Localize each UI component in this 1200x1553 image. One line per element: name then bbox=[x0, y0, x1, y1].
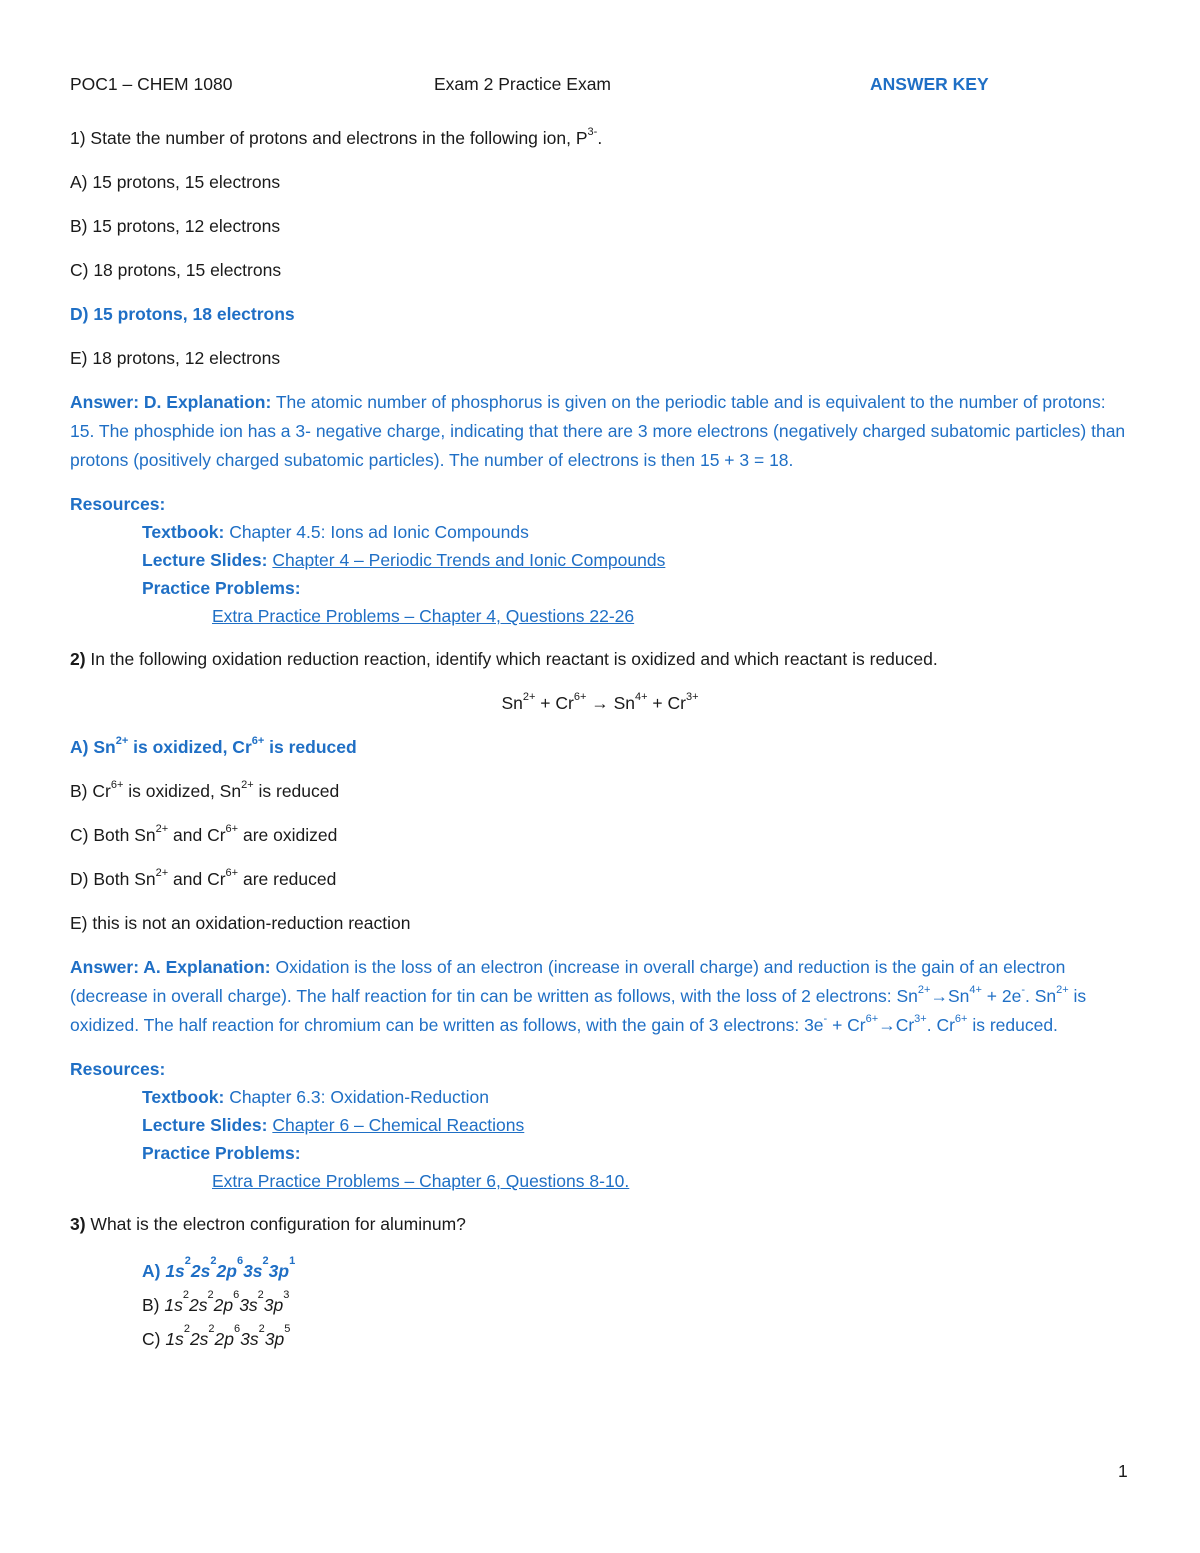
q1-option-e: E) 18 protons, 12 electrons bbox=[70, 348, 281, 368]
resources-heading: Resources: bbox=[70, 494, 166, 514]
textbook-ref: Textbook: Chapter 6.3: Oxidation-Reduction bbox=[142, 1087, 489, 1107]
course-title: POC1 – CHEM 1080 bbox=[70, 74, 233, 94]
q2-explanation: Answer: A. Explanation: Oxidation is the loss of an electron (increase in overall charge) and reduction is the gain of an electron (decrease in overall charge). The half reaction for tin can be written as follows, with the loss of 2 electrons: $Sn^{2+}\to Sn^{4+} + 2e^-$. $Sn^{2+}$ is oxidized. The half reaction for chromium can be written as follows, with the gain of 3 electrons: $3e^- + Cr^{6+}\to Cr^{3+}$. $Cr^{6+}$ is reduced. bbox=[70, 957, 1087, 1035]
q3-option-a-correct: A) $1s^22s^22p^63s^23p^1$ bbox=[142, 1255, 296, 1281]
lecture-slides-link[interactable]: Chapter 4 – Periodic Trends and Ionic Compounds bbox=[272, 550, 666, 570]
question-1-stem: 1) State the number of protons and electrons in the following ion, $P^{3-}$. bbox=[70, 126, 603, 148]
exam-content bbox=[70, 124, 1130, 1356]
practice-problems-link[interactable]: Extra Practice Problems – Chapter 6, Questions 8-10. bbox=[212, 1171, 630, 1191]
page-header bbox=[70, 74, 1130, 98]
practice-problems-ref bbox=[70, 1167, 1130, 1195]
q1-option-b: B) 15 protons, 12 electrons bbox=[70, 216, 281, 236]
lecture-slides-link[interactable]: Chapter 6 – Chemical Reactions bbox=[272, 1115, 525, 1135]
answer-key-label: ANSWER KEY bbox=[870, 74, 989, 94]
q1-resources bbox=[70, 490, 1130, 630]
page-number: 1 bbox=[1118, 1461, 1128, 1481]
exam-title: Exam 2 Practice Exam bbox=[434, 74, 611, 94]
lecture-slides-ref: Lecture Slides: Chapter 4 – Periodic Trends and Ionic Compounds bbox=[142, 550, 666, 570]
q2-option-b: B) $Cr^{6+}$ is oxidized, $Sn^{2+}$ is reduced bbox=[70, 779, 340, 801]
practice-problems-link[interactable]: Extra Practice Problems – Chapter 4, Questions 22-26 bbox=[212, 606, 635, 626]
q1-option-c: C) 18 protons, 15 electrons bbox=[70, 260, 282, 280]
q2-resources bbox=[70, 1055, 1130, 1195]
question-3-stem: 3) What is the electron configuration for aluminum? bbox=[70, 1214, 466, 1234]
q2-option-e: E) this is not an oxidation-reduction reaction bbox=[70, 913, 411, 933]
practice-problems-heading: Practice Problems: bbox=[142, 578, 301, 598]
redox-equation: $Sn^{2+} + Cr^{6+} \to Sn^{4+} + Cr^{3+}$ bbox=[501, 691, 699, 713]
resources-heading: Resources: bbox=[70, 1059, 166, 1079]
lecture-slides-ref: Lecture Slides: Chapter 6 – Chemical Reactions bbox=[142, 1115, 525, 1135]
practice-problems-ref bbox=[70, 602, 1130, 630]
textbook-ref: Textbook: Chapter 4.5: Ions ad Ionic Compounds bbox=[142, 522, 529, 542]
question-2-stem: 2) In the following oxidation reduction reaction, identify which reactant is oxidized and which reactant is reduced. bbox=[70, 649, 938, 669]
q2-option-a-correct: A) $Sn^{2+}$ is oxidized, $Cr^{6+}$ is reduced bbox=[70, 735, 357, 757]
q3-option-b: B) $1s^22s^22p^63s^23p^3$ bbox=[142, 1289, 290, 1315]
q2-option-c: C) Both $Sn^{2+}$ and $Cr^{6+}$ are oxidized bbox=[70, 823, 338, 845]
q2-option-d: D) Both $Sn^{2+}$ and $Cr^{6+}$ are reduced bbox=[70, 867, 337, 889]
q3-option-c: C) $1s^22s^22p^63s^23p^5$ bbox=[142, 1323, 291, 1349]
practice-problems-heading: Practice Problems: bbox=[142, 1143, 301, 1163]
q1-explanation: Answer: D. Explanation: The atomic number of phosphorus is given on the periodic table and is equivalent to the number of protons: 15. The phosphide ion has a 3- negative charge, indicating that there are 3 more electrons (negatively charged subatomic particles) than protons (positively charged subatomic particles). The number of electrons is then 15 + 3 = 18. bbox=[70, 392, 1126, 470]
q1-option-d-correct: D) 15 protons, 18 electrons bbox=[70, 304, 295, 324]
q1-option-a: A) 15 protons, 15 electrons bbox=[70, 172, 281, 192]
